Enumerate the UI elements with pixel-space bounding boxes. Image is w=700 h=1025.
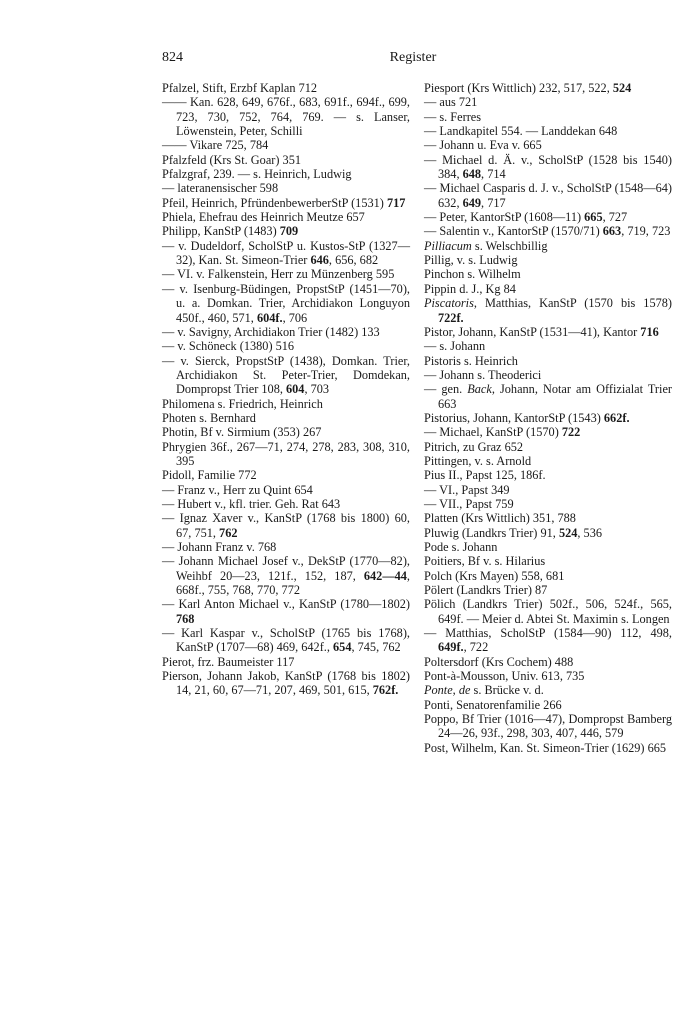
entry-text: — Johann Franz v. 768 [162,540,277,554]
entry-text: — Michael d. Ä. v., ScholStP (1528 bis 1540) 384, [424,152,672,182]
entry-text: , Johann, Notar am Offizialat Trier 663 [438,382,672,411]
entry-text: — lateranensischer 598 [162,181,279,196]
page-reference-bold: 722f. [438,310,464,325]
entry-text: , 714 [481,167,506,182]
index-entry [424,511,672,525]
entry-text: Pierot, frz. Baumeister 117 [162,654,295,669]
index-entry [424,411,672,425]
page-reference-bold: 662f. [603,410,630,425]
index-entry [424,210,672,224]
entry-text: Pfalzel, Stift, Erzbf Kaplan 712 [162,81,318,95]
entry-text: Philipp, KanStP (1483) [162,224,280,239]
latin-term: Ponte, de [424,683,471,698]
index-entry [424,282,672,296]
index-entry [424,483,672,497]
entry-text: Pistoris s. Heinrich [424,353,518,368]
index-entry [424,655,672,669]
entry-text: Photen s. Bernhard [162,410,256,425]
index-entry [424,669,672,683]
page-reference-bold: 762 [219,525,238,540]
entry-text: Poppo, Bf Trier (1016—47), Dompropst Bamberg 24—26, 93f., 298, 303, 407, 446, 579 [424,712,672,741]
entry-text: Pfalzgraf, 239. — s. Heinrich, Ludwig [162,167,352,182]
entry-text: , 727 [602,210,628,225]
index-entry [424,583,672,597]
index-entry [424,683,672,697]
index-entry [424,253,672,267]
entry-text: — s. Ferres [424,109,482,124]
index-entry [162,511,410,540]
page-reference-bold: 717 [386,195,406,210]
entry-text: Pistor, Johann, KanStP (1531—41), Kantor [424,324,641,339]
index-entry [162,210,410,224]
entry-text: Phrygien 36f., 267—71, 274, 278, 283, 308, 310, 395 [162,439,410,468]
index-entry [424,110,672,124]
index-entry [162,181,410,195]
index-entry [424,382,672,411]
entry-text: , Matthias, KanStP (1570 bis 1578) [473,296,672,311]
entry-text: Pierson, Johann Jakob, KanStP (1768 bis 1802) 14, 21, 60, 67—71, 207, 469, 501, 615, [162,669,410,698]
latin-term: Piscatoris [424,296,474,311]
index-entry [162,397,410,411]
entry-text: s. Welschbillig [471,238,548,253]
index-entry [162,626,410,655]
index-entry [162,354,410,397]
entry-text: , 719, 723 [621,224,671,239]
index-entry [162,411,410,425]
entry-text: s. Brücke v. d. [470,683,544,698]
entry-text: — Ignaz Xaver v., KanStP (1768 bis 1800) 60, 67, 751, [162,511,410,540]
index-entry [162,468,410,482]
entry-text: , 656, 682 [328,253,379,268]
page-reference-bold: 762f. [372,683,399,698]
entry-text: — aus 721 [424,95,478,110]
entry-text: — VI., Papst 349 [424,482,510,497]
entry-text: —— Kan. 628, 649, 676f., 683, 691f., 694f., 699, 723, 730, 752, 764, 769. — s. Lanser, Löwenstein, Peter, Schilli [162,95,410,139]
index-entry [162,325,410,339]
entry-text: Philomena s. Friedrich, Heinrich [162,396,323,411]
index-entry [162,483,410,497]
entry-text: — v. Dudeldorf, ScholStP u. Kustos-StP (1327—32), Kan. St. Simeon-Trier [162,238,410,268]
entry-text: Pippin d. J., Kg 84 [424,281,516,296]
page-number: 824 [162,50,183,65]
entry-text: — VI. v. Falkenstein, Herr zu Münzenberg 595 [162,267,395,282]
entry-text: — Michael, KanStP (1570) [424,425,562,440]
entry-text: Pistorius, Johann, KantorStP (1543) [424,410,604,425]
entry-text: Polch (Krs Mayen) 558, 681 [424,568,565,583]
index-entry [162,425,410,439]
index-entry [162,669,410,698]
entry-text: Piesport (Krs Wittlich) 232, 517, 522, [424,81,613,95]
entry-text: Pluwig (Landkrs Trier) 91, [424,525,559,540]
index-entry [162,655,410,669]
index-entry [162,540,410,554]
index-entry [162,153,410,167]
entry-text: Pius II., Papst 125, 186f. [424,468,546,483]
page-reference-bold: 649f. [438,640,464,655]
index-entry [424,626,672,655]
index-entry [424,454,672,468]
page-reference-bold: 649 [462,195,482,210]
index-entry [424,153,672,182]
page-reference-bold: 524 [612,81,632,95]
entry-text: , 703 [304,382,330,397]
index-entry [424,81,672,95]
entry-text: — gen. [424,382,468,397]
index-entry [162,95,410,138]
entry-text: — Johann u. Eva v. 665 [424,138,542,153]
entry-text: — v. Sierck, PropstStP (1438), Domkan. Trier, Archidiakon St. Peter-Trier, Domdekan, Dompropst Trier 108, [162,353,410,397]
entry-text: Pfalzfeld (Krs St. Goar) 351 [162,152,301,167]
entry-text: Pont-à-Mousson, Univ. 613, 735 [424,669,585,684]
entry-text: Pillig, v. s. Ludwig [424,253,518,268]
entry-text: Pinchon s. Wilhelm [424,267,521,282]
index-entry [162,239,410,268]
index-entry [162,224,410,238]
index-entry [424,325,672,339]
page-reference-bold: 665 [584,210,603,225]
index-entry [424,526,672,540]
entry-text: — v. Isenburg-Büdingen, PropstStP (1451—70), u. a. Domkan. Trier, Archidiakon Longuyon 450f., 460, 571, [162,281,410,325]
index-entry [424,440,672,454]
page-reference-bold: 604f. [256,310,283,325]
index-entry [424,698,672,712]
index-entry [424,741,672,755]
entry-text: Pittingen, v. s. Arnold [424,453,532,468]
index-entry [424,354,672,368]
entry-text: , 536 [577,525,602,540]
entry-text: , 745, 762 [351,640,401,655]
entry-text: — s. Johann [424,339,486,354]
index-entry [424,554,672,568]
index-entry [424,239,672,253]
index-entry [424,712,672,741]
entry-text: Pode s. Johann [424,540,498,554]
index-entry [424,425,672,439]
index-column-right [424,81,672,755]
index-entry [162,497,410,511]
index-entry [424,224,672,238]
entry-text: — Johann s. Theoderici [424,367,542,382]
latin-term: Back [467,382,492,397]
entry-text: — Karl Anton Michael v., KanStP (1780—1802) [162,597,410,612]
entry-text: — Hubert v., kfl. trier. Geh. Rat 643 [162,496,341,511]
running-title: Register [389,50,437,65]
entry-text: — Johann Michael Josef v., DekStP (1770—82), Weihbf 20—23, 121f., 152, 187, [162,554,410,583]
page-reference-bold: 709 [279,224,299,239]
index-entry [424,468,672,482]
entry-text: Pfeil, Heinrich, PfründenbewerberStP (1531) [162,195,387,210]
index-entry [424,296,672,325]
index-entry [162,196,410,210]
entry-text: — VII., Papst 759 [424,496,514,511]
entry-text: Pidoll, Familie 772 [162,468,257,483]
page-reference-bold: 604 [286,382,305,397]
index-entry [162,282,410,325]
entry-text: — Landkapitel 554. — Landdekan 648 [424,124,618,139]
entry-text: Pölert (Landkrs Trier) 87 [424,583,548,598]
entry-text: — Franz v., Herr zu Quint 654 [162,482,313,497]
entry-text: — Salentin v., KantorStP (1570/71) [424,224,603,239]
entry-text: — Peter, KantorStP (1608—11) [424,210,585,225]
page-reference-bold: 722 [561,425,581,440]
page-reference-bold: 768 [176,611,195,626]
entry-text: , 722 [463,640,489,655]
index-entry [424,138,672,152]
page-reference-bold: 648 [462,167,482,182]
index-entry [424,339,672,353]
entry-text: , 706 [282,310,308,325]
entry-text: Platten (Krs Wittlich) 351, 788 [424,511,576,526]
index-entry [162,597,410,626]
page-reference-bold: 642—44 [363,568,407,583]
entry-text: Poitiers, Bf v. s. Hilarius [424,554,546,569]
entry-text: , 717 [481,195,506,210]
entry-text: — v. Schöneck (1380) 516 [162,339,295,354]
entry-text: Phiela, Ehefrau des Heinrich Meutze 657 [162,210,365,225]
page-reference-bold: 524 [558,525,578,540]
entry-text: Pölich (Landkrs Trier) 502f., 506, 524f., 565, 649f. — Meier d. Abtei St. Maximin s. Longen [424,597,672,626]
page-reference-bold: 646 [310,253,329,268]
entry-text: Photin, Bf v. Sirmium (353) 267 [162,425,322,440]
index-entry [424,368,672,382]
index-entry [162,138,410,152]
entry-text: — Karl Kaspar v., ScholStP (1765 bis 1768), KanStP (1707—68) 469, 642f., [162,626,410,655]
index-entry [162,267,410,281]
page-reference-bold: 654 [333,640,352,655]
index-entry [424,569,672,583]
entry-text: Ponti, Senatorenfamilie 266 [424,697,562,712]
entry-text: — Matthias, ScholStP (1584—90) 112, 498, [424,626,672,641]
entry-text: — Michael Casparis d. J. v., ScholStP (1548—64) 632, [424,181,672,210]
index-entry [424,95,672,109]
entry-text: , 668f., 755, 768, 770, 772 [176,568,410,598]
entry-text: Poltersdorf (Krs Cochem) 488 [424,654,574,669]
index-entry [162,167,410,181]
page-reference-bold: 716 [640,324,659,339]
index-entry [424,181,672,210]
page-reference-bold: 663 [602,224,622,239]
entry-text: Post, Wilhelm, Kan. St. Simeon-Trier (1629) 665 [424,740,667,755]
index-entry [162,81,410,95]
index-entry [162,440,410,469]
index-entry [162,339,410,353]
index-entry [424,497,672,511]
index-entry [424,540,672,554]
entry-text: Pitrich, zu Graz 652 [424,439,524,454]
entry-text: — v. Savigny, Archidiakon Trier (1482) 133 [162,324,380,339]
latin-term: Pilliacum [424,238,472,253]
index-entry [424,267,672,281]
page-header [162,50,664,70]
index-entry [424,597,672,626]
index-entry [424,124,672,138]
index-entry [162,554,410,597]
entry-text: —— Vikare 725, 784 [162,138,269,153]
index-column-left [162,81,410,698]
